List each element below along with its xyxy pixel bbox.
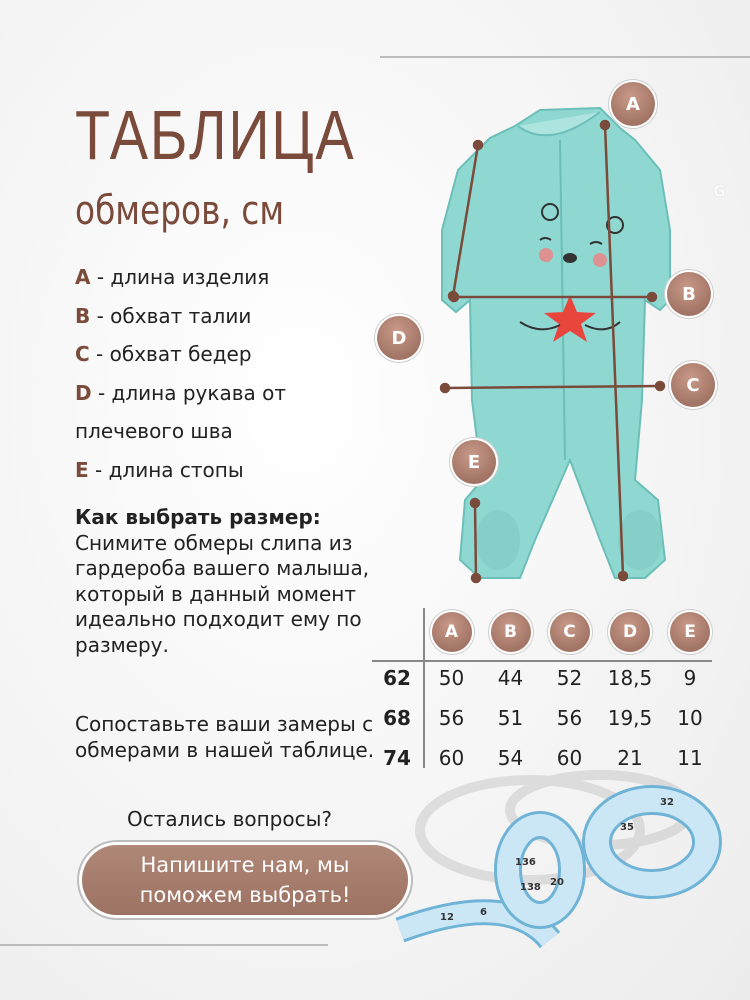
size-label: 68 [383,706,411,730]
legend-item-a: A - длина изделия [75,265,270,289]
table-cell: 9 [683,666,697,690]
size-label: 74 [383,746,411,770]
table-cell: 56 [438,706,465,730]
table-cell: 19,5 [607,706,653,730]
table-cell: 60 [556,746,583,770]
column-header-e: E [670,612,710,652]
svg-text:35: 35 [620,822,634,833]
diagram-badge-e: E [452,440,496,484]
column-header-b: B [491,612,531,652]
diagram-badge-c: C [671,363,715,407]
column-header-d: D [610,612,650,652]
legend-item-e: E - длина стопы [75,457,244,482]
table-cell: 21 [617,746,643,770]
table-row [372,738,719,778]
bottom-divider [0,944,328,946]
svg-text:136: 136 [515,857,536,868]
measurement-legend [75,258,375,489]
page-title: ТАБЛИЦА [75,96,356,174]
table-cell: 54 [497,746,524,770]
table-cell: 10 [677,706,703,730]
svg-text:32: 32 [660,797,674,808]
column-header-c: C [550,612,590,652]
size-table [372,606,719,778]
table-cell: 56 [556,706,583,730]
table-cell: 60 [438,746,465,770]
contact-us-button[interactable] [82,845,408,915]
howto-section [75,505,375,658]
legend-item-b: B - обхват талии [75,303,252,328]
table-cell: 18,5 [607,666,653,690]
diagram-badge-a: A [611,82,655,126]
table-row [372,698,719,738]
measuring-tape-image [390,770,750,1000]
svg-text:12: 12 [440,912,454,923]
watermark-mark: G [714,184,725,200]
howto-body: Снимите обмеры слипа из гардероба вашего малыша, который в данный момент идеально подходит ему по размеру. [75,530,370,657]
table-cell: 52 [556,666,583,690]
table-cell: 11 [677,746,703,770]
diagram-badge-b: B [667,272,711,316]
table-cell: 50 [438,666,465,690]
svg-text:20: 20 [550,877,564,888]
table-cell: 44 [497,666,524,690]
legend-item-c: C - обхват бедер [75,342,252,366]
howto-heading: Как выбрать размер: [75,505,321,529]
questions-text: Остались вопросы? [127,807,332,831]
table-row [372,658,719,698]
top-divider [380,56,750,58]
page-subtitle: обмеров, см [75,188,285,234]
table-cell: 51 [497,706,524,730]
legend-item-d-cont: плечевого шва [75,419,233,443]
table-header-row [372,606,719,658]
svg-text:6: 6 [480,907,487,918]
contact-us-button-label: Напишите нам, мы поможем выбрать! [139,853,351,907]
baby-sleeper-diagram [420,100,720,590]
svg-text:138: 138 [520,882,541,893]
column-header-a: A [432,612,472,652]
compare-text: Сопоставьте ваши замеры с обмерами в нашей таблице. [75,712,375,762]
legend-item-d: D - длина рукава от [75,380,286,405]
diagram-badge-d: D [377,316,421,360]
size-label: 62 [383,666,411,690]
